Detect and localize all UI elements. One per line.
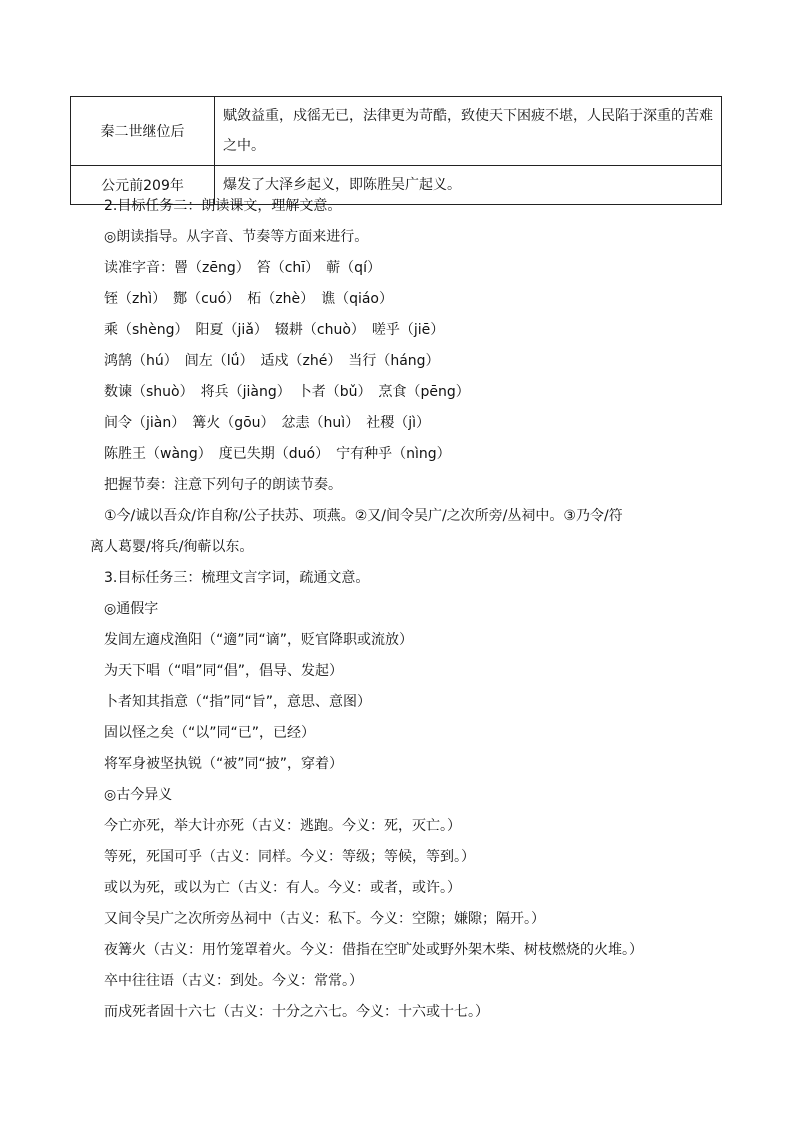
sub-heading: ◎古今异义 <box>104 787 173 803</box>
gujin-line: 今亡亦死，举大计亦死（古义：逃跑。今义：死，灭亡。） <box>104 818 461 834</box>
tongjia-line: 将军身被坚执锐（“被”同“披”，穿着） <box>104 756 344 772</box>
gujin-line: 又间令吴广之次所旁丛祠中（古义：私下。今义：空隙；嫌隙；隔开。） <box>104 911 545 927</box>
gujin-line: 或以为死，或以为亡（古义：有人。今义：或者，或许。） <box>104 880 461 896</box>
pronunciation-line: 铚（zhì） 酂（cuó） 柘（zhè） 谯（qiáo） <box>104 291 394 307</box>
pronunciation-line: 鸿鹄（hú） 闾左（lǘ） 适戍（zhé） 当行（háng） <box>104 353 440 369</box>
pronunciation-line: 数谏（shuò） 将兵（jiàng） 卜者（bǔ） 烹食（pēng） <box>104 384 470 400</box>
event-cell: 爆发了大泽乡起义，即陈胜吴广起义。 <box>215 166 722 205</box>
rhythm-line: ①今/诚以吾众/诈自称/公子扶苏、项燕。②又/间令吴广/之次所旁/丛祠中。③乃令/符 <box>104 508 623 524</box>
gujin-line: 夜篝火（古义：用竹笼罩着火。今义：借指在空旷处或野外架木柴、树枝燃烧的火堆。） <box>104 942 643 958</box>
pronunciation-line: 间令（jiàn） 篝火（gōu） 忿恚（huì） 社稷（jì） <box>104 415 430 431</box>
sub-heading: ◎通假字 <box>104 601 159 617</box>
history-table <box>70 96 722 205</box>
section-heading: 2.目标任务二：朗读课文，理解文意。 <box>104 198 342 214</box>
tongjia-line: 为天下唱（“唱”同“倡”，倡导、发起） <box>104 663 344 679</box>
rhythm-heading: 把握节奏：注意下列句子的朗读节奏。 <box>104 477 342 493</box>
gujin-line: 而戍死者固十六七（古义：十分之六七。今义：十六或十七。） <box>104 1004 489 1020</box>
sub-heading: ◎朗读指导。从字音、节奏等方面来进行。 <box>104 229 369 245</box>
rhythm-line: 离人葛婴/将兵/徇蕲以东。 <box>90 539 254 555</box>
gujin-line: 等死，死国可乎（古义：同样。今义：等级；等候，等到。） <box>104 849 475 865</box>
tongjia-line: 卜者知其指意（“指”同“旨”，意思、意图） <box>104 694 372 710</box>
tongjia-line: 固以怪之矣（“以”同“已”，已经） <box>104 725 316 741</box>
period-cell: 公元前209年 <box>71 166 215 205</box>
event-cell: 赋敛益重，戍徭无已，法律更为苛酷，致使天下困疲不堪，人民陷于深重的苦难之中。 <box>215 97 722 166</box>
pronunciation-line: 读准字音：罾（zēng） 笞（chī） 蕲（qí） <box>104 260 381 276</box>
pronunciation-line: 陈胜王（wàng） 度已失期（duó） 宁有种乎（nìng） <box>104 446 451 462</box>
section-heading: 3.目标任务三：梳理文言字词，疏通文意。 <box>104 570 370 586</box>
pronunciation-line: 乘（shèng） 阳夏（jiǎ） 辍耕（chuò） 嗟乎（jiē） <box>104 322 445 338</box>
tongjia-line: 发闾左適戍渔阳（“適”同“谪”，贬官降职或流放） <box>104 632 414 648</box>
table-row <box>71 97 722 166</box>
gujin-line: 卒中往往语（古义：到处。今义：常常。） <box>104 973 363 989</box>
period-cell: 秦二世继位后 <box>71 97 215 166</box>
